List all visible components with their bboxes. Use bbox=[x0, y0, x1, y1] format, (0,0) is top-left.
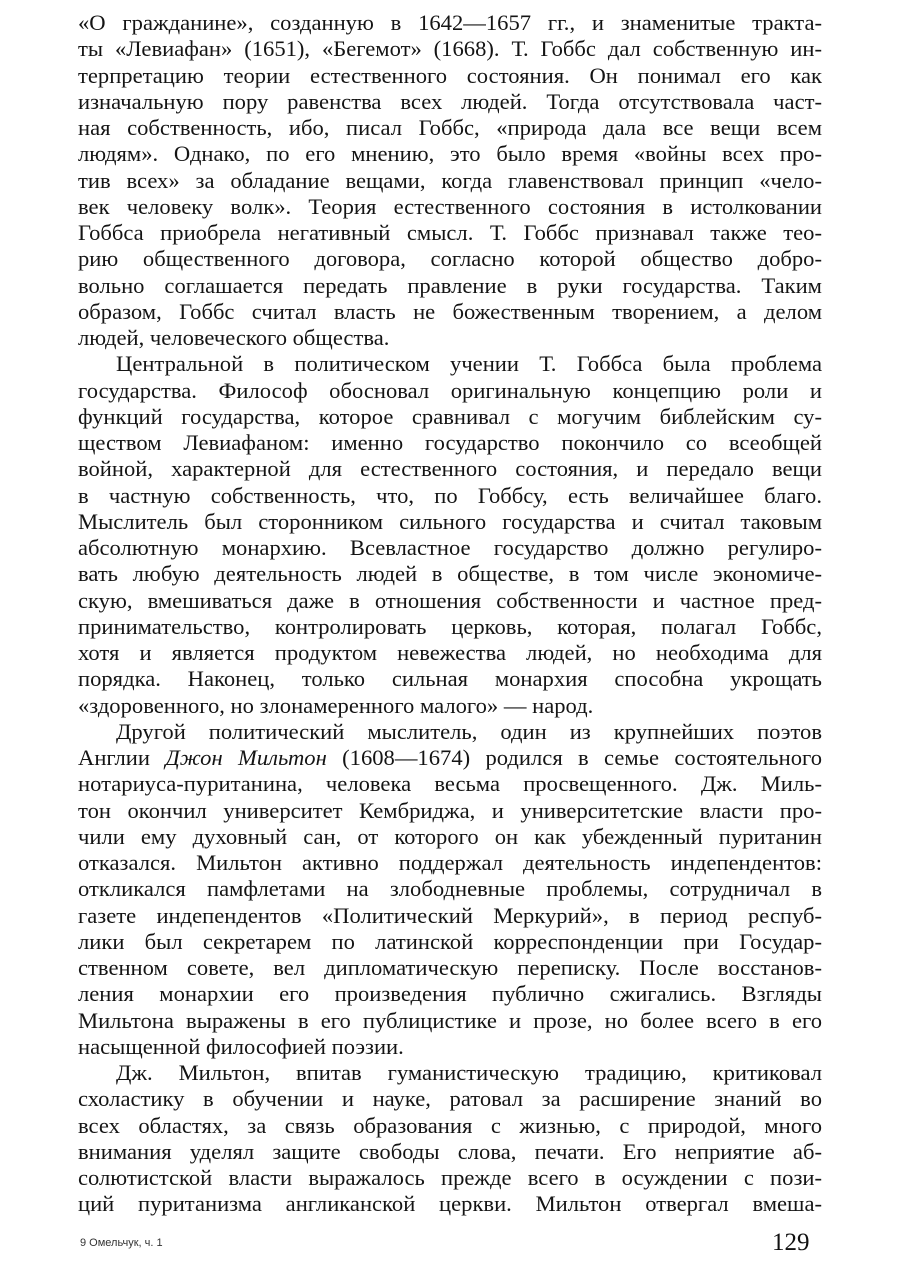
text-line: солютистской власти выражалось прежде всего в осуждении с пози- bbox=[78, 1165, 822, 1190]
text-line: людям». Однако, по его мнению, это было время «войны всех про- bbox=[78, 141, 822, 167]
text-line: лики был секретарем по латинской корреспонденции при Государ- bbox=[78, 928, 822, 954]
text-line: «здоровенного, но злонамеренного малого» — народ. bbox=[78, 692, 594, 718]
text-line: государства. Философ обосновал оригинальную концепцию роли и bbox=[78, 377, 822, 403]
text-line: ления монархии его произведения публично сжигались. Взгляды bbox=[78, 981, 822, 1007]
person-name-italic: Джон Мильтон bbox=[165, 745, 327, 770]
text-line: Мильтона выражены в его публицистике и прозе, но более всего в его bbox=[78, 1007, 822, 1033]
text-line-segment: (1608—1674) родился в семье состоятельного bbox=[326, 745, 822, 770]
text-line: ществом Левиафаном: именно государство покончило со всеобщей bbox=[78, 430, 822, 455]
text-line: порядка. Наконец, только сильная монархия способна укрощать bbox=[78, 666, 822, 692]
text-line: ты «Левиафан» (1651), «Бегемот» (1668). Т. Гоббс дал собственную ин- bbox=[78, 36, 822, 62]
text-line: внимания уделял защите свободы слова, печати. Его неприятие аб- bbox=[78, 1138, 822, 1164]
text-line: «О гражданине», созданную в 1642—1657 гг., и знаменитые тракта- bbox=[78, 10, 822, 35]
text-line: век человеку волк». Теория естественного состояния в истолковании bbox=[78, 193, 822, 219]
text-line: всех областях, за связь образования с жизнью, с природой, много bbox=[78, 1112, 822, 1138]
text-line: тив всех» за обладание вещами, когда главенствовал принцип «чело- bbox=[78, 167, 822, 193]
text-line: отказался. Мильтон активно поддержал деятельность индепендентов: bbox=[78, 850, 822, 875]
text-line: изначальную пору равенства всех людей. Тогда отсутствовала част- bbox=[78, 88, 822, 114]
text-line: ственном совете, вел дипломатическую переписку. После восстанов- bbox=[78, 955, 822, 980]
text-line: принимательство, контролировать церковь, которая, полагал Гоббс, bbox=[78, 613, 822, 639]
text-line: вольно соглашается передать правление в руки государства. Таким bbox=[78, 272, 822, 298]
text-line: скую, вмешиваться даже в отношения собственности и частное пред- bbox=[78, 587, 822, 613]
printer-signature: 9 Омельчук, ч. 1 bbox=[80, 1237, 163, 1249]
text-line: ций пуританизма англиканской церкви. Мильтон отвергал вмеша- bbox=[78, 1191, 822, 1217]
text-line: нотариуса-пуританина, человека весьма просвещенного. Дж. Миль- bbox=[78, 771, 822, 797]
text-line: функций государства, которое сравнивал с могучим библейским су- bbox=[78, 403, 822, 429]
text-line: вать любую деятельность людей в обществе, в том числе экономиче- bbox=[78, 561, 822, 587]
text-line: насыщенной философией поэзии. bbox=[78, 1033, 404, 1059]
text-line: рию общественного договора, согласно которой общество добро- bbox=[78, 246, 822, 272]
text-line: образом, Гоббс считал власть не божественным творением, а делом bbox=[78, 298, 822, 324]
text-line: Мыслитель был сторонником сильного государства и считал таковым bbox=[78, 508, 822, 534]
text-line: Гоббса приобрела негативный смысл. Т. Гоббс признавал также тео- bbox=[78, 220, 822, 245]
text-line: в частную собственность, что, по Гоббсу, есть величайшее благо. bbox=[78, 482, 822, 508]
text-line: откликался памфлетами на злободневные проблемы, сотрудничал в bbox=[78, 876, 822, 902]
text-line: газете индепендентов «Политический Меркурий», в период респуб- bbox=[78, 902, 822, 928]
text-line: хотя и является продуктом невежества людей, но необходима для bbox=[78, 640, 822, 665]
text-line-segment: Англии bbox=[78, 745, 166, 770]
text-line: Дж. Мильтон, впитав гуманистическую традицию, критиковал bbox=[116, 1060, 822, 1085]
text-line: схоластику в обучении и науке, ратовал за расширение знаний во bbox=[78, 1086, 822, 1112]
page-number: 129 bbox=[772, 1229, 810, 1256]
page-body bbox=[78, 10, 822, 1218]
text-line: Центральной в политическом учении Т. Гоббса была проблема bbox=[116, 351, 822, 377]
text-line: войной, характерной для естественного состояния, и передало вещи bbox=[78, 456, 822, 482]
text-line: ная собственность, ибо, писал Гоббс, «природа дала все вещи всем bbox=[78, 115, 822, 140]
text-line: Другой политический мыслитель, один из крупнейших поэтов bbox=[116, 718, 822, 744]
text-line: чили ему духовный сан, от которого он как убежденный пуританин bbox=[78, 823, 822, 849]
text-line: терпретацию теории естественного состояния. Он понимал его как bbox=[78, 62, 822, 88]
text-line: тон окончил университет Кембриджа, и университетские власти про- bbox=[78, 797, 822, 823]
text-line: абсолютную монархию. Всевластное государство должно регулиро- bbox=[78, 535, 822, 560]
text-line bbox=[78, 745, 822, 771]
text-line: людей, человеческого общества. bbox=[78, 325, 390, 350]
